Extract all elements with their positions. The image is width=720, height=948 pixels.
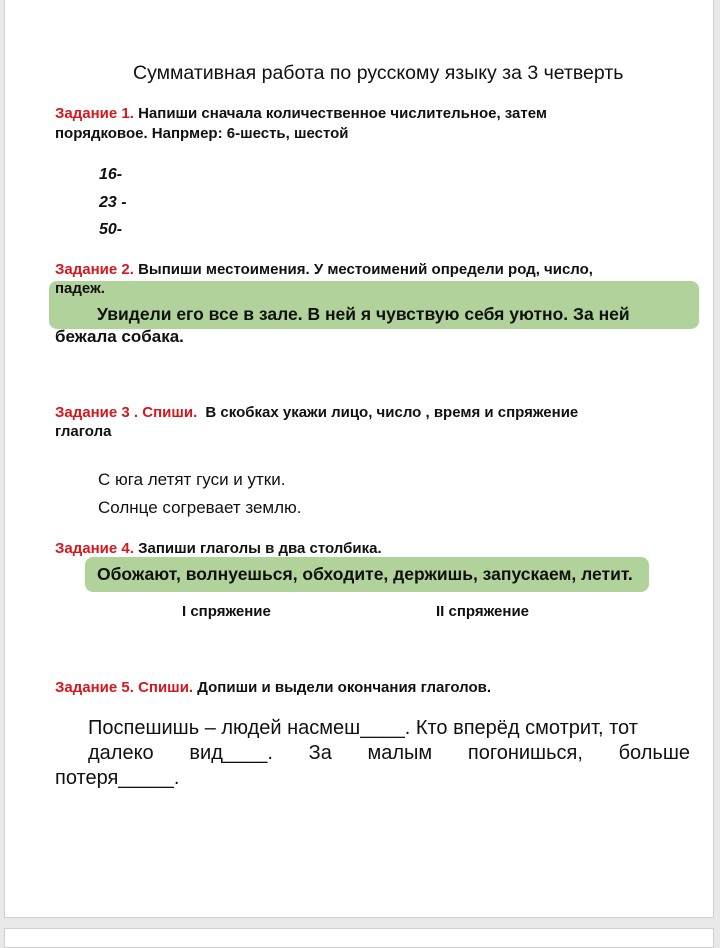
task4-verbs: Обожают, волнуешься, обходите, держишь, запускаем, летит. bbox=[97, 564, 633, 584]
task4-column-1-header: I спряжение bbox=[182, 603, 271, 620]
task3-label: Задание 3 . Спиши. bbox=[55, 404, 198, 421]
task1-label: Задание 1. bbox=[55, 105, 134, 122]
document-page bbox=[4, 0, 714, 918]
task5-proverb-line3: потеря_____. bbox=[55, 767, 180, 789]
task4-text: Запиши глаголы в два столбика. bbox=[138, 540, 382, 557]
task1-item-2: 23 - bbox=[99, 194, 127, 211]
task2-text-line2: падеж. bbox=[55, 280, 105, 297]
task2-sentence-line1: Увидели его все в зале. В ней я чувствую себя уютно. За ней bbox=[97, 304, 630, 324]
task1-text-line2: порядковое. Напрмер: 6-шесть, шестой bbox=[55, 125, 349, 142]
task1-heading bbox=[55, 104, 547, 123]
proverb-word: погонишься, bbox=[467, 742, 583, 764]
task1-text-line1: Напиши сначала количественное числительное, затем bbox=[138, 105, 547, 122]
task1-item-1: 16- bbox=[99, 166, 123, 183]
task4-heading bbox=[55, 539, 382, 558]
task2-text-line1: Выпиши местоимения. У местоимений определи род, число, bbox=[138, 261, 593, 278]
proverb-word: малым bbox=[367, 742, 433, 764]
task3-heading bbox=[55, 403, 578, 422]
task2-heading bbox=[55, 260, 593, 279]
proverb-word: больше bbox=[618, 742, 690, 764]
task3-text-line2: глагола bbox=[55, 423, 112, 440]
task4-column-2-header: II спряжение bbox=[436, 603, 530, 620]
task5-text: Допиши и выдели окончания глаголов. bbox=[197, 679, 492, 696]
task3-sentence-1: С юга летят гуси и утки. bbox=[98, 470, 286, 489]
task5-label: Задание 5. Спиши. bbox=[55, 679, 194, 696]
task2-sentence-line2: бежала собака. bbox=[55, 327, 184, 346]
task2-label: Задание 2. bbox=[55, 261, 134, 278]
proverb-word: далеко bbox=[88, 742, 154, 764]
document-title: Суммативная работа по русскому языку за 3 четверть bbox=[133, 62, 624, 84]
task3-sentence-2: Солнце согревает землю. bbox=[98, 498, 302, 517]
task3-text-line1: В скобках укажи лицо, число , время и спряжение bbox=[205, 404, 579, 421]
task5-proverb-line2 bbox=[88, 742, 690, 765]
proverb-word: вид____. bbox=[189, 742, 273, 764]
proverb-word: За bbox=[308, 742, 332, 764]
task5-heading bbox=[55, 678, 491, 697]
next-page-edge bbox=[4, 928, 714, 948]
task5-proverb-line1: Поспешишь – людей насмеш____. Кто вперёд смотрит, тот bbox=[88, 717, 638, 739]
task1-item-3: 50- bbox=[99, 221, 123, 238]
task4-label: Задание 4. bbox=[55, 540, 134, 557]
